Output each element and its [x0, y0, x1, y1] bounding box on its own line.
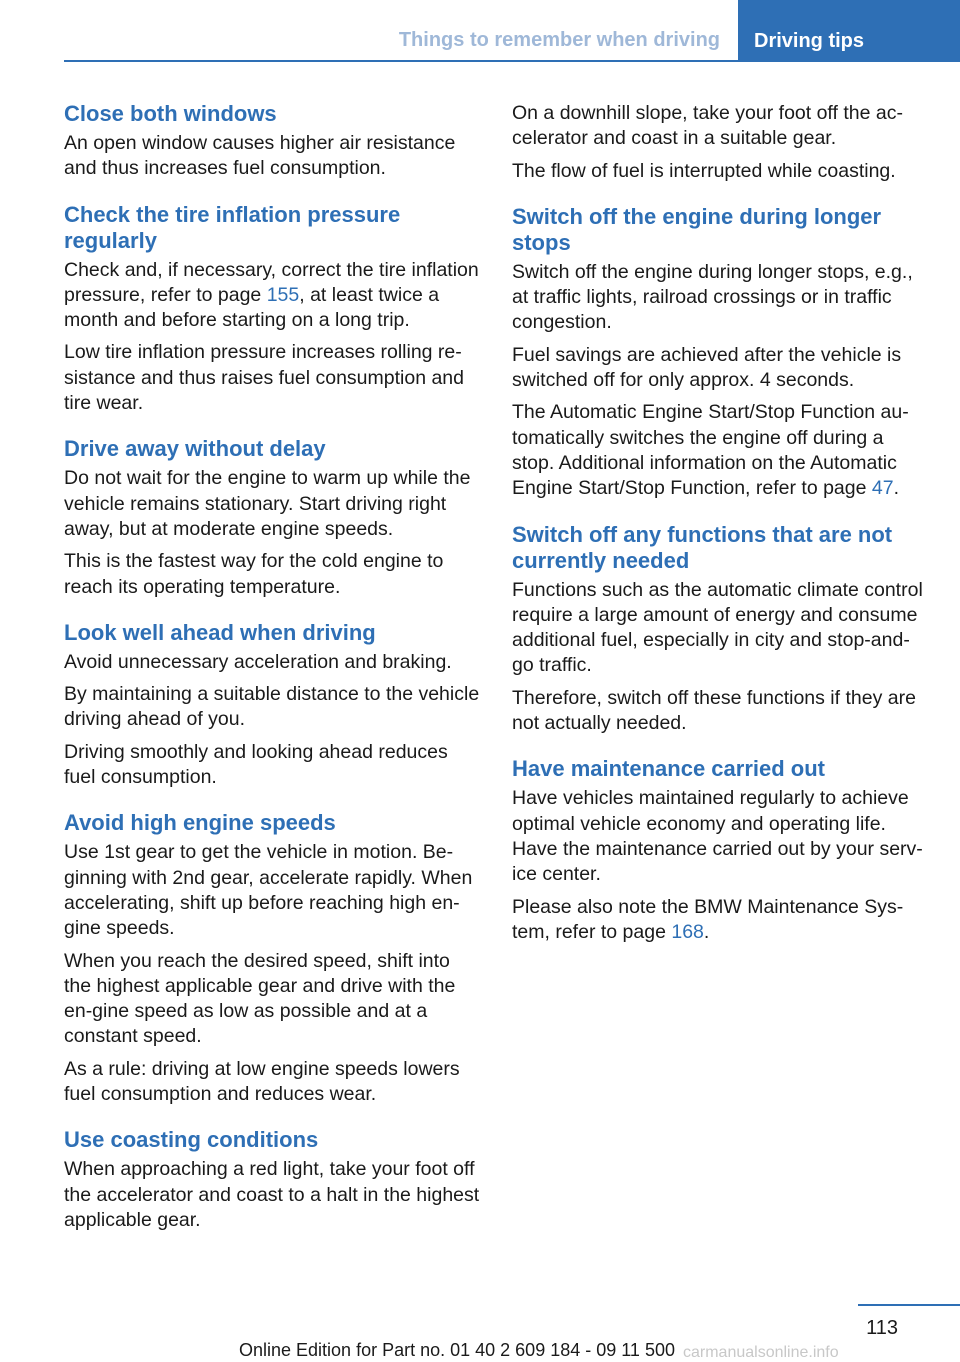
section-heading: Look well ahead when driving	[64, 619, 376, 645]
section-tire-pressure	[64, 202, 482, 417]
right-column	[512, 101, 930, 965]
paragraph: When approaching a red light, take your foot off the accelerator and coast to a halt in the highest applicable gear.	[64, 1158, 480, 1231]
coasting-continued	[512, 101, 930, 184]
page-header	[64, 0, 960, 62]
section-functions-off	[512, 522, 930, 737]
section-heading: Avoid high engine speeds	[64, 810, 336, 836]
page-link-168[interactable]: 168	[671, 920, 704, 943]
paragraph: When you reach the desired speed, shift into the highest applicable gear and drive with the en-gine speed as low as possible and at a constant speed.	[64, 949, 456, 1048]
section-close-windows	[64, 101, 482, 182]
section-coasting	[64, 1127, 482, 1233]
paragraph: Switch off the engine during longer stops, e.g., at traffic lights, railroad crossings or in traffic congestion.	[512, 260, 913, 334]
section-heading: Use coasting conditions	[64, 1127, 319, 1153]
paragraph: Check and, if necessary, correct the tire inflation pressure, refer to page 155, at least twice a month and before starting on a long trip.	[64, 258, 479, 332]
watermark: carmanualsonline.info	[683, 1344, 839, 1361]
section-heading: Drive away without delay	[64, 436, 326, 462]
section-maintenance	[512, 756, 930, 945]
paragraph: Please also note the BMW Maintenance Sys-tem, refer to page 168.	[512, 895, 904, 943]
section-title: Things to remember when driving	[398, 29, 720, 51]
section-heading: Switch off the engine during longer stops	[512, 203, 882, 255]
section-look-ahead	[64, 620, 482, 790]
paragraph: An open window causes higher air resistance and thus increases fuel consumption.	[64, 132, 456, 180]
section-heading: Check the tire inflation pressure regularly	[64, 201, 401, 253]
section-drive-away	[64, 436, 482, 599]
paragraph: Do not wait for the engine to warm up while the vehicle remains stationary. Start driving right away, but at moderate engine speeds.	[64, 467, 471, 540]
paragraph: By maintaining a suitable distance to the vehicle driving ahead of you.	[64, 683, 480, 731]
section-heading: Close both windows	[64, 101, 277, 126]
page-link-47[interactable]: 47	[871, 477, 894, 500]
section-heading: Have maintenance carried out	[512, 756, 826, 782]
paragraph: This is the fastest way for the cold engine to reach its operating temperature.	[64, 550, 444, 598]
paragraph: Driving smoothly and looking ahead reduces fuel consumption.	[64, 740, 448, 789]
paragraph: As a rule: driving at low engine speeds lowers fuel consumption and reduces wear.	[64, 1057, 460, 1106]
chapter-tab: Driving tips	[738, 0, 960, 62]
left-column	[64, 101, 482, 1253]
paragraph: Therefore, switch off these functions if they are not actually needed.	[512, 686, 916, 735]
paragraph: Avoid unnecessary acceleration and braking.	[64, 650, 452, 673]
paragraph: Low tire inflation pressure increases rolling re-sistance and thus raises fuel consumption and tire wear.	[64, 341, 464, 415]
paragraph: Use 1st gear to get the vehicle in motion. Be-ginning with 2nd gear, accelerate rapidly. When accelerating, shift up before reaching high en-gine speeds.	[64, 841, 473, 940]
header-rule	[64, 60, 738, 62]
edition-note: Online Edition for Part no. 01 40 2 609 184 - 09 11 500	[239, 1340, 675, 1360]
page-number: 113	[866, 1317, 898, 1339]
footer-rule	[858, 1304, 960, 1306]
paragraph: Functions such as the automatic climate control require a large amount of energy and consume additional fuel, especially in city and stop-and-go traffic.	[512, 578, 923, 677]
section-engine-speeds	[64, 810, 482, 1107]
paragraph: The Automatic Engine Start/Stop Function au-tomatically switches the engine off during a stop. Additional information on the Automatic Engine Start/Stop Function, refer to page 47.	[512, 401, 909, 500]
paragraph: On a downhill slope, take your foot off the ac-celerator and coast in a suitable gear.	[512, 102, 903, 150]
section-heading: Switch off any functions that are not currently needed	[512, 521, 893, 573]
section-engine-off	[512, 204, 930, 502]
paragraph: Have vehicles maintained regularly to achieve optimal vehicle economy and operating life. Have the maintenance carried out by your serv-ice center.	[512, 787, 923, 886]
page-link-155[interactable]: 155	[266, 283, 300, 306]
paragraph: Fuel savings are achieved after the vehicle is switched off for only approx. 4 seconds.	[512, 343, 902, 392]
paragraph: The flow of fuel is interrupted while coasting.	[512, 159, 896, 182]
